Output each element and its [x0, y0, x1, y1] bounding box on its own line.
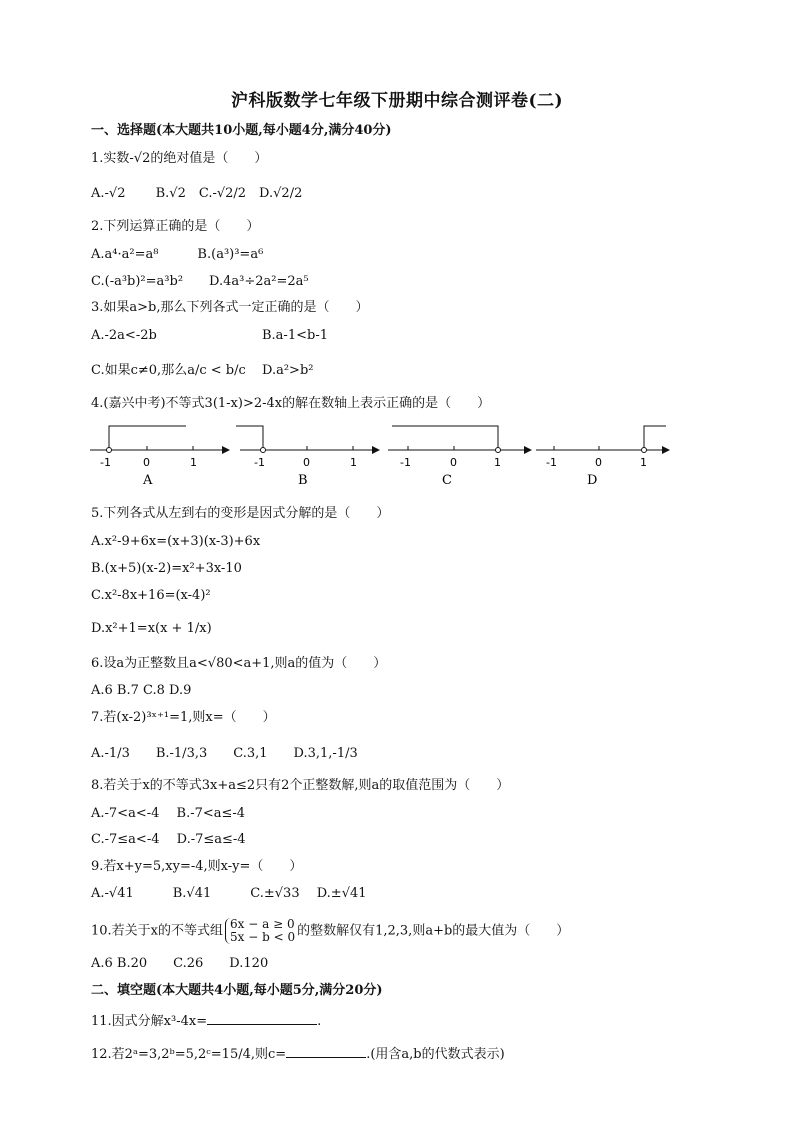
choice-label-b: B [298, 473, 308, 488]
q8-options-row2: C.-7≤a<-4 D.-7≤a≤-4 [91, 832, 246, 847]
tick-label: -1 [400, 456, 411, 469]
choice-label-d: D [587, 473, 598, 488]
q5-stem: 5.下列各式从左到右的变形是因式分解的是（ ） [91, 506, 390, 521]
q12 [91, 1043, 505, 1064]
q3-option-b: B.a-1<b-1 [262, 328, 328, 343]
tick-label: -1 [546, 456, 557, 469]
q5-option-d: D.x²+1=x(x + 1/x) [91, 621, 212, 636]
q1-stem: 1.实数-√2的绝对值是（ ） [91, 151, 268, 166]
q9-stem: 9.若x+y=5,xy=-4,则x-y=（ ） [91, 859, 303, 874]
q3-option-d: D.a²>b² [262, 363, 314, 378]
tick-label: 0 [450, 456, 457, 469]
q8-options-row1: A.-7<a<-4 B.-7<a≤-4 [91, 806, 246, 821]
q10-system [225, 918, 295, 944]
tick-label: 0 [595, 456, 602, 469]
q10-stem-pre: 10.若关于x的不等式组 [91, 923, 224, 939]
q4-number-lines [86, 418, 686, 490]
tick-label: -1 [254, 456, 265, 469]
tick-label: 1 [190, 456, 197, 469]
page-title: 沪科版数学七年级下册期中综合测评卷(二) [230, 91, 564, 111]
tick-label: 1 [494, 456, 501, 469]
q11-end: . [317, 1014, 322, 1029]
tick-label: 1 [350, 456, 357, 469]
q10-system-line2: 5x − b < 0 [230, 930, 296, 944]
q10-stem [91, 918, 569, 944]
q7-stem: 7.若(x-2)³ˣ⁺¹=1,则x=（ ） [91, 710, 276, 725]
q3-stem: 3.如果a>b,那么下列各式一定正确的是（ ） [91, 300, 369, 315]
q10-options: A.6 B.20 C.26 D.120 [91, 956, 269, 971]
q2-stem: 2.下列运算正确的是（ ） [91, 219, 260, 234]
tick-label: 1 [640, 456, 647, 469]
q7-options: A.-1/3 B.-1/3,3 C.3,1 D.3,1,-1/3 [91, 746, 358, 761]
number-line-a [90, 426, 230, 488]
number-line-d [536, 426, 670, 488]
q12-stem: 12.若2ᵃ=3,2ᵇ=5,2ᶜ=15/4,则c= [91, 1047, 287, 1062]
tick-label: 0 [303, 456, 310, 469]
choice-label-c: C [442, 473, 452, 488]
q6-options: A.6 B.7 C.8 D.9 [91, 683, 192, 698]
q6-stem: 6.设a为正整数且a<√80<a+1,则a的值为（ ） [91, 656, 387, 671]
q9-options: A.-√41 B.√41 C.±√33 D.±√41 [91, 886, 367, 901]
q2-options-row2: C.(-a³b)²=a³b² D.4a³÷2a²=2a⁵ [91, 274, 309, 289]
q11-stem: 11.因式分解x³-4x= [91, 1014, 208, 1029]
choice-label-a: A [143, 473, 153, 488]
q3-option-c: C.如果c≠0,那么a/c < b/c [91, 363, 246, 378]
section-choice-heading: 一、选择题(本大题共10小题,每小题4分,满分40分) [91, 123, 392, 138]
q3-option-a: A.-2a<-2b [91, 328, 157, 343]
number-line-b [236, 426, 380, 488]
tick-label: 0 [143, 456, 150, 469]
q4-stem: 4.(嘉兴中考)不等式3(1-x)>2-4x的解在数轴上表示正确的是（ ） [91, 396, 491, 411]
q2-options-row1: A.a⁴·a²=a⁸ B.(a³)³=a⁶ [91, 247, 264, 262]
q11-answer-blank[interactable] [207, 1010, 317, 1025]
tick-label: -1 [100, 456, 111, 469]
q12-answer-blank[interactable] [286, 1043, 366, 1058]
q5-option-c: C.x²-8x+16=(x-4)² [91, 588, 211, 603]
q5-option-a: A.x²-9+6x=(x+3)(x-3)+6x [91, 534, 261, 549]
q12-end: .(用含a,b的代数式表示) [366, 1047, 505, 1062]
q10-system-line1: 6x − a ≥ 0 [230, 917, 295, 931]
q11 [91, 1010, 321, 1031]
section-fill-heading: 二、填空题(本大题共4小题,每小题5分,满分20分) [91, 983, 383, 998]
q5-option-b: B.(x+5)(x-2)=x²+3x-10 [91, 561, 242, 576]
q8-stem: 8.若关于x的不等式3x+a≤2只有2个正整数解,则a的取值范围为（ ） [91, 778, 510, 793]
number-line-c [388, 426, 532, 488]
q1-options: A.-√2 B.√2 C.-√2/2 D.√2/2 [91, 186, 303, 201]
q10-stem-post: 的整数解仅有1,2,3,则a+b的最大值为（ ） [297, 923, 570, 939]
